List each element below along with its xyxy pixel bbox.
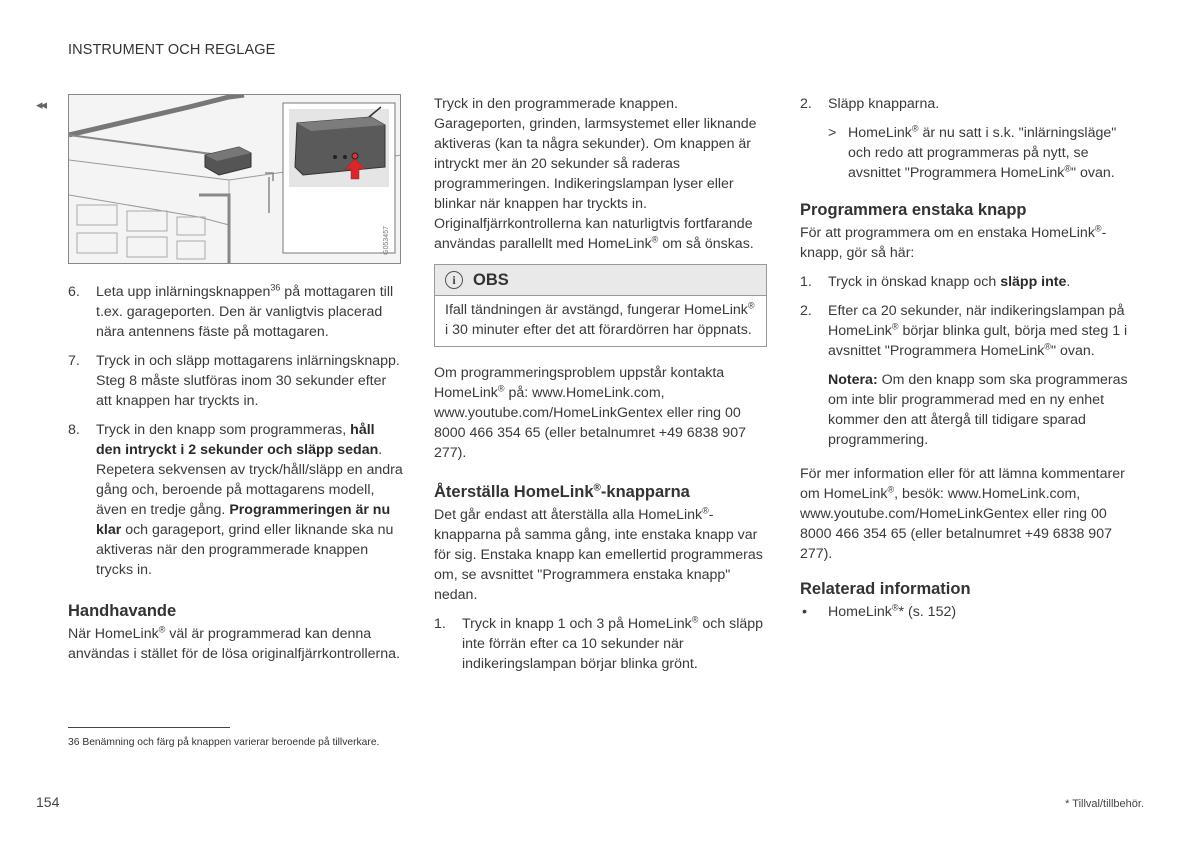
step-text: . Repetera sekvensen av tryck/håll/släpp en andra gång och, beroende på mottagarens modell, även en tredje gång. [96,442,403,518]
obs-header [435,265,766,296]
related-link-homelink[interactable]: • HomeLink®* (s. 152) [802,602,957,620]
step-emphasis: håll den intryckt i 2 sekunder och släpp sedan [96,422,379,458]
step-number: 6. [68,284,80,300]
step-8 [68,420,403,580]
step-text: och garageport, grind eller liknande ska nu aktiveras när den programmerade knappen trycks in. [96,522,394,578]
note-paragraph: Notera: Om den knapp som ska programmeras om inte blir programmerad med en ny enhet kommer den att återgå till tidigare sparad programmering. [828,372,1128,448]
step-number: 1. [434,616,446,632]
info-icon: i [445,271,463,289]
handhavande-heading: Handhavande [68,602,177,620]
handhavande-paragraph: När HomeLink® väl är programmerad kan denna användas i stället för de lösa originalfjärrkontrollerna. [68,624,401,662]
page-number: 154 [36,794,60,810]
step-number: 1. [800,274,812,290]
step-result: > HomeLink® är nu satt i s.k. "inlärningsläge" och redo att programmeras på nytt, se avsnittet "Programmera HomeLink®" ovan. [828,123,1117,181]
figure-code: G053457 [383,226,390,255]
intro-paragraph: Tryck in den programmerade knappen. Garageporten, grinden, larmsystemet eller liknande aktiveras (kan ta några sekunder). Om knappen är intryckt mer än 20 sekunder så raderas programmeringen. Indikeringslampan lyser eller blinkar när knappen har tryckts in. Originalfjärrkontrollerna kan naturligtvis fortfarande användas parallellt med HomeLink® om så önskas. [434,96,757,252]
contact-paragraph: Om programmeringsproblem uppstår kontakta HomeLink® på: www.HomeLink.com, www.youtube.com/HomeLinkGentex eller ring 00 8000 466 354 65 (eller betalnumret +49 6838 907 277). [434,365,746,461]
step-number: 8. [68,422,80,438]
obs-notice-box [434,264,767,347]
obs-title: OBS [473,271,509,289]
bullet-icon: • [802,604,807,620]
single-button-heading: Programmera enstaka knapp [800,201,1027,219]
related-info-heading: Relaterad information [800,580,971,598]
column-left [68,94,403,673]
reset-heading: Återställa HomeLink®-knapparna [434,482,690,501]
footnote-divider [68,727,230,728]
reset-step-1: 1. Tryck in knapp 1 och 3 på HomeLink® och släpp inte förrän efter ca 10 sekunder när indikeringslampan börjar blinka grönt. [434,614,764,672]
column-right [800,94,1140,622]
column-middle [434,94,767,683]
step-text: Leta upp inlärningsknappen [96,284,271,300]
step-emphasis: Programmeringen är nu klar [96,502,391,538]
footnote: 36 Benämning och färg på knappen varierar beroende på tillverkare. [68,737,380,748]
footnote-ref[interactable]: 36 [270,282,281,293]
continued-arrows-icon: ◂◂ [36,97,46,112]
step-text: Släpp knapparna. [828,96,940,112]
step-number: 7. [68,353,80,369]
step-text: på mottagaren till t.ex. garageporten. Den är vanligtvis placerad nära antennens fäste på mottagaren. [96,284,394,340]
result-arrow: > [828,125,837,141]
step-7 [68,351,403,411]
accessory-note: * Tillval/tillbehör. [1065,798,1144,810]
step-2 [800,94,1140,114]
reset-paragraph: Det går endast att återställa alla HomeLink®-knapparna på samma gång, inte enstaka knapp var för sig. Enstaka knapp kan emellertid programmeras om, se avsnittet "Programmera enstaka knapp" nedan. [434,505,763,603]
step-text: Tryck in den knapp som programmeras, [96,422,351,438]
step-number: 2. [800,96,812,112]
step-6 [68,282,403,342]
single-button-paragraph: För att programmera om en enstaka HomeLink®-knapp, gör så här: [800,223,1107,261]
section-header: INSTRUMENT OCH REGLAGE [68,42,276,58]
single-step-1: 1. Tryck in önskad knapp och släpp inte. [800,274,1071,290]
garage-opener-illustration [68,94,401,264]
single-step-2: 2. Efter ca 20 sekunder, när indikeringslampan på HomeLink® börjar blinka gult, börja med steg 1 i avsnittet "Programmera HomeLink®" ovan. [800,303,1128,359]
obs-body: Ifall tändningen är avstängd, fungerar HomeLink® i 30 minuter efter det att förardörren har öppnats. [445,300,755,338]
step-text: Tryck in och släpp mottagarens inlärningsknapp. Steg 8 måste slutföras inom 30 sekunder efter att knappen har tryckts in. [96,353,400,409]
step-number: 2. [800,303,812,319]
more-info-paragraph: För mer information eller för att lämna kommentarer om HomeLink®, besök: www.HomeLink.com, www.youtube.com/HomeLinkGentex eller ring 00 8000 466 354 65 (eller betalnumret +49 6838 907 277). [800,466,1125,562]
note-label: Notera: [828,372,878,388]
garage-illustration-svg [69,95,401,264]
